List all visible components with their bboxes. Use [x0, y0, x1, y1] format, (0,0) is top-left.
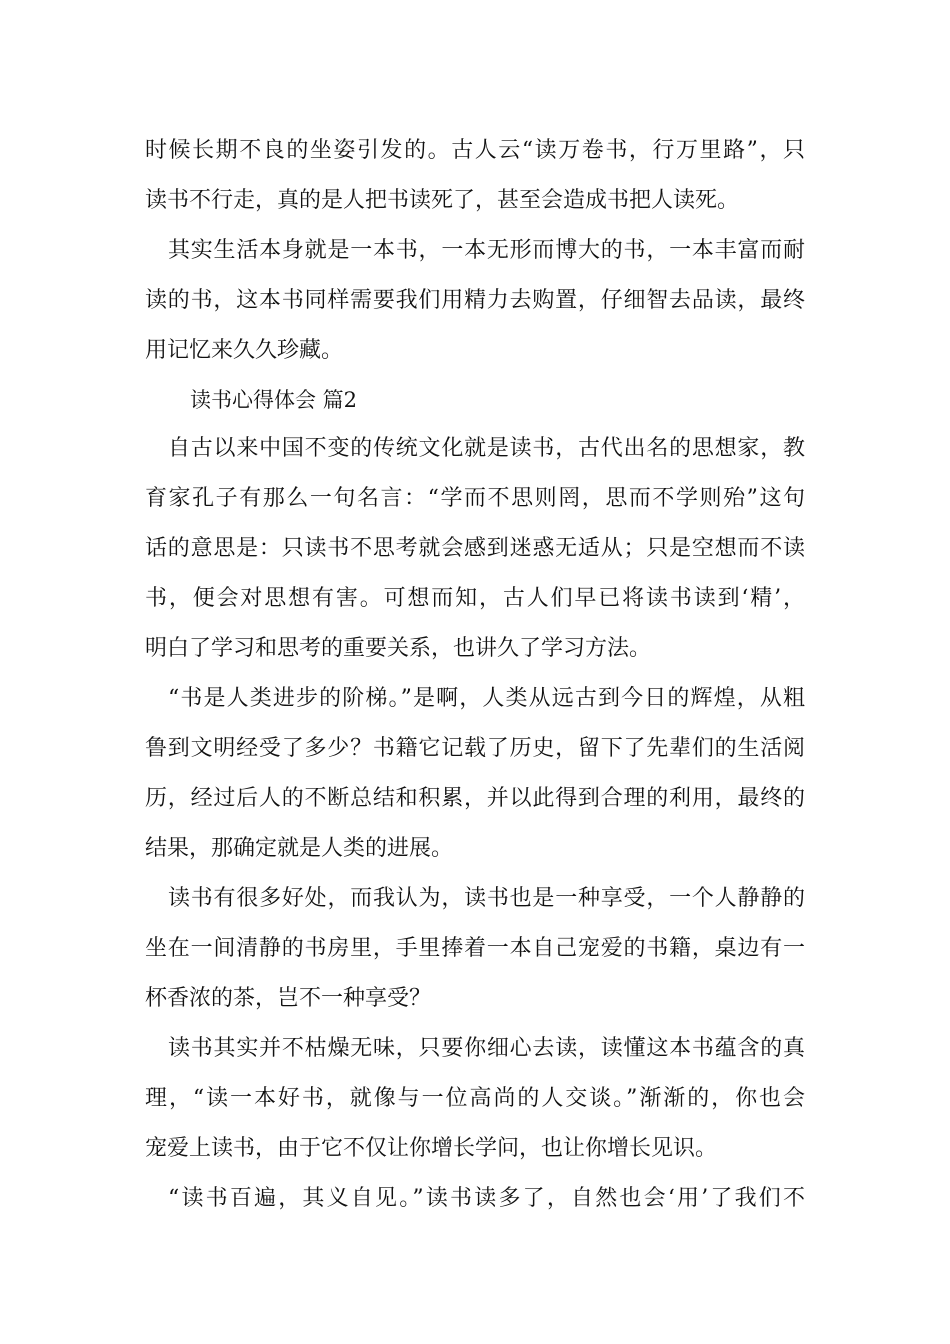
text-line: 书，便会对思想有害。可想而知，古人们早已将读书读到‘精’， [145, 586, 805, 611]
text-line: 读的书，这本书同样需要我们用精力去购置，仔细智去品读，最终 [145, 288, 805, 313]
text-line: 其实生活本身就是一本书，一本无形而博大的书，一本丰富而耐 [168, 238, 805, 263]
text-line: 时候长期不良的坐姿引发的。古人云“读万卷书，行万里路”，只 [145, 138, 805, 163]
text-line: 话的意思是：只读书不思考就会感到迷惑无适从；只是空想而不读 [145, 536, 805, 561]
text-line: “书是人类进步的阶梯。”是啊，人类从远古到今日的辉煌，从粗 [168, 686, 805, 711]
text-line: 坐在一间清静的书房里，手里捧着一本自己宠爱的书籍，桌边有一 [145, 936, 805, 961]
text-line: 宠爱上读书，由于它不仅让你增长学问，也让你增长见识。 [145, 1136, 718, 1161]
text-line: 读书其实并不枯燥无味，只要你细心去读，读懂这本书蕴含的真 [168, 1036, 805, 1061]
text-line: 自古以来中国不变的传统文化就是读书，古代出名的思想家，教 [168, 436, 805, 461]
text-line: 读书有很多好处，而我认为，读书也是一种享受，一个人静静的 [168, 886, 805, 911]
text-line: “读书百遍，其义自见。”读书读多了，自然也会‘用’了我们不 [168, 1186, 805, 1211]
text-line: 鲁到文明经受了多少？书籍它记载了历史，留下了先辈们的生活阅 [145, 736, 805, 761]
text-line: 明白了学习和思考的重要关系，也讲久了学习方法。 [145, 636, 652, 661]
text-line: 读书不行走，真的是人把书读死了，甚至会造成书把人读死。 [145, 188, 740, 213]
text-line: 用记忆来久久珍藏。 [145, 338, 344, 363]
section-heading: 读书心得体会 篇2 [190, 388, 358, 412]
text-line: 杯香浓的茶，岂不一种享受？ [145, 986, 432, 1011]
text-line: 育家孔子有那么一句名言：“学而不思则罔，思而不学则殆”这句 [145, 486, 805, 511]
text-line: 历，经过后人的不断总结和积累，并以此得到合理的利用，最终的 [145, 786, 805, 811]
text-line: 结果，那确定就是人类的进展。 [145, 836, 454, 861]
text-line: 理，“读一本好书，就像与一位高尚的人交谈。”渐渐的，你也会 [145, 1086, 805, 1111]
